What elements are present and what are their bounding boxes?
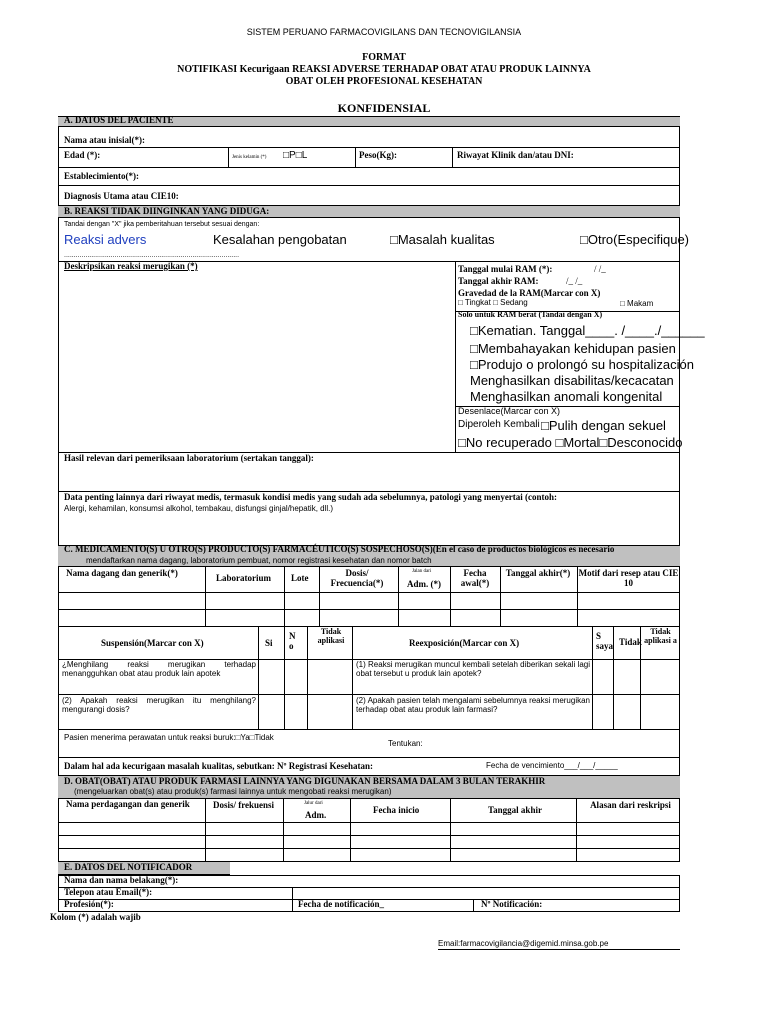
notification-number-field[interactable]: Nº Notificación: (481, 899, 543, 909)
form-title-line1: NOTIFIKASI Kecurigaan REAKSI ADVERSE TERHADAP OBAT ATAU PRODUK LAINNYA (177, 64, 591, 75)
gravity-light-moderate[interactable]: □ Tingkat □ Sedang (458, 298, 528, 307)
table-row (58, 848, 680, 849)
serious-disability[interactable]: Menghasilkan disabilitas/kecacatan (470, 373, 674, 388)
table-row (58, 609, 680, 610)
option-other[interactable]: □Otro(Especifique) (580, 232, 690, 247)
susp-no-col: N o (289, 631, 296, 652)
d-col-dose: Dosis/ frekuensi (212, 800, 275, 810)
sex-label: Jenis kelamin (*) (232, 155, 267, 160)
section-e-title: E. DATOS DEL NOTIFICADOR (64, 862, 193, 872)
serious-death[interactable]: □Kematian. Tanggal____. /____./______ (470, 323, 705, 338)
form-title-line2: OBAT OLEH PROFESIONAL KESEHATAN (285, 76, 483, 87)
col-start-date: Fecha awal(*) (460, 568, 490, 589)
confidential-label: KONFIDENSIAL (337, 101, 431, 115)
specify-dots: .......................................................................................... (64, 252, 240, 259)
section-d-subtitle: (mengeluarkan obat(s) atau produk(s) farmasi lainnya untuk mengobati reaksi merugikan) (74, 787, 392, 796)
contact-email[interactable]: Email:farmacovigilancia@digemid.minsa.gob.pe (438, 939, 609, 948)
reaction-description-field[interactable]: Deskripsikan reaksi merugikan (*) (64, 261, 198, 271)
d-col-start: Fecha inicio (373, 805, 420, 815)
reexp-yes-col: S saya (596, 631, 614, 652)
section-c-subtitle: mendaftarkan nama dagang, laboratorium pembuat, nomor registrasi kesehatan dan nomor batch (86, 556, 432, 565)
medical-history-field[interactable]: Data penting lainnya dari riwayat medis, termasuk kondisi medis yang sudah ada sebelumnya, patologi yang menyertai (contoh: (64, 492, 558, 502)
format-label: FORMAT (362, 52, 406, 63)
outcome-recovered[interactable]: Diperoleh Kembali (458, 419, 540, 430)
section-b-title: B. REAKSI TIDAK DIINGINKAN YANG DIDUGA: (64, 206, 270, 216)
establishment-field[interactable]: Establecimiento(*): (64, 171, 139, 181)
mandatory-note: Kolom (*) adalah wajib (50, 912, 141, 922)
patient-name-field[interactable]: Nama atau inisial(*): (64, 135, 145, 145)
susp-yes-col: Si (265, 638, 273, 648)
option-medication-error[interactable]: Kesalahan pengobatan (213, 232, 347, 247)
d-col-route-adm: Adm. (305, 810, 327, 820)
lab-results-field[interactable]: Hasil relevan dari pemeriksaan laboratorium (sertakan tanggal): (64, 453, 314, 463)
d-col-end: Tanggal akhir (488, 805, 542, 815)
medical-history-example: Alergi, kehamilan, konsumsi alkohol, tembakau, disfungsi ginjal/hepatik, dll.) (64, 504, 334, 513)
mark-instruction: Tandai dengan "X" jika pemberitahuan tersebut sesuai dengan: (64, 221, 260, 228)
notifier-phone-field[interactable]: Telepon atau Email(*): (64, 887, 153, 897)
diagnosis-field[interactable]: Diagnosis Utama atau CIE10: (64, 191, 179, 201)
table-row (58, 835, 680, 836)
patient-age-field[interactable]: Edad (*): (64, 150, 101, 160)
serious-congenital[interactable]: Menghasilkan anomali kongenital (470, 389, 663, 404)
expiry-date-field[interactable]: Fecha de vencimiento___/___/_____ (486, 761, 618, 770)
treatment-received[interactable]: Pasien menerima perawatan untuk reaksi buruk:□Ya□Tidak (64, 733, 274, 742)
question-suspension-2: (2) Apakah reaksi merugikan itu menghilang? mengurangi dosis? (62, 696, 256, 715)
question-suspension-1: ¿Menghilang reaksi merugikan terhadap menangguhkan obat atau produk lain apotek (62, 660, 256, 679)
d-col-trade-name: Nama perdagangan dan generik (66, 799, 190, 809)
outcome-sequelae[interactable]: □Pulih dengan sekuel (541, 418, 666, 433)
treatment-specify[interactable]: Tentukan: (388, 739, 423, 748)
reexp-no-col: Tidak (619, 637, 642, 647)
notification-date-field[interactable]: Fecha de notificación_ (298, 899, 384, 909)
end-date-label: Tanggal akhir RAM: (458, 276, 539, 286)
col-dose-frequency: Dosis/ Frecuencia(*) (330, 568, 384, 589)
start-date-input[interactable]: / /_ (594, 264, 606, 274)
table-row (58, 626, 680, 627)
outcome-label: Desenlace(Marcar con X) (458, 406, 561, 416)
patient-weight-field[interactable]: Peso(Kg): (359, 150, 397, 160)
col-trade-name: Nama dagang dan generik(*) (66, 568, 178, 578)
d-col-route-label: Jalur dari (304, 801, 323, 806)
col-route-label: Jalan dari (412, 569, 432, 574)
col-route-adm: Adm. (*) (407, 579, 441, 589)
col-laboratory: Laboratorium (216, 573, 271, 583)
option-adverse-reaction[interactable]: Reaksi advers (64, 232, 147, 247)
section-d-title: D. OBAT(OBAT) ATAU PRODUK FARMASI LAINNYA YANG DIGUNAKAN BERSAMA DALAM 3 BULAN TERAKHIR (64, 776, 546, 786)
d-col-reason: Alasan dari reskripsi (590, 800, 671, 810)
col-lot: Lote (291, 573, 309, 583)
col-end-date: Tanggal akhir(*) (505, 568, 571, 578)
gravity-severe[interactable]: □ Makam (620, 299, 654, 308)
question-reexposition-2: (2) Apakah pasien telah mengalami sebelumnya reaksi merugikan terhadap obat atau produk lain farmasi? (356, 696, 590, 715)
susp-na-col: Tidak aplikasi (317, 627, 345, 646)
section-a-title: A. DATOS DEL PACIENTE (64, 115, 174, 125)
col-prescription-motive: Motif dari resep atau CIE 10 (578, 568, 679, 589)
reexp-na-col: Tidak aplikasi a (644, 627, 677, 646)
quality-registration-field[interactable]: Dalam hal ada kecurigaan masalah kualitas, sebutkan: Nº Registrasi Kesehatan: (64, 761, 373, 771)
end-date-input[interactable]: /_ /_ (566, 276, 583, 286)
notifier-name-field[interactable]: Nama dan nama belakang(*): (64, 875, 179, 885)
reexposition-label: Reexposición(Marcar con X) (409, 638, 520, 648)
serious-hospitalization[interactable]: □Produjo o prolongó su hospitalización (470, 357, 694, 372)
outcome-others[interactable]: □No recuperado □Mortal□Desconocido (458, 435, 683, 450)
clinical-history-field[interactable]: Riwayat Klinik dan/atau DNI: (457, 150, 574, 160)
sex-checkboxes[interactable]: □P□L (283, 150, 308, 161)
notifier-profession-field[interactable]: Profesión(*): (64, 899, 114, 909)
system-name: SISTEM PERUANO FARMACOVIGILANS DAN TECNOVIGILANSIA (246, 27, 522, 37)
serious-only-label: Solo untuk RAM berat (Tandai dengan X) (458, 310, 603, 319)
section-c-title: C. MEDICAMENTO(S) U OTRO(S) PRODUCTO(S) FARMACÉUTICO(S) SOSPECHOSO(S)(En el caso de productos biológicos es necesario (64, 544, 615, 554)
gravity-label: Gravedad de la RAM(Marcar con X) (458, 288, 601, 298)
start-date-label: Tanggal mulai RAM (*): (458, 264, 553, 274)
option-quality-problem[interactable]: □Masalah kualitas (390, 232, 495, 247)
question-reexposition-1: (1) Reaksi merugikan muncul kembali setelah diberikan sekali lagi obat tersebut u produk lain apotek? (356, 660, 590, 679)
serious-life-threatening[interactable]: □Membahayakan kehidupan pasien (470, 341, 676, 356)
suspension-label: Suspensión(Marcar con X) (101, 638, 204, 648)
